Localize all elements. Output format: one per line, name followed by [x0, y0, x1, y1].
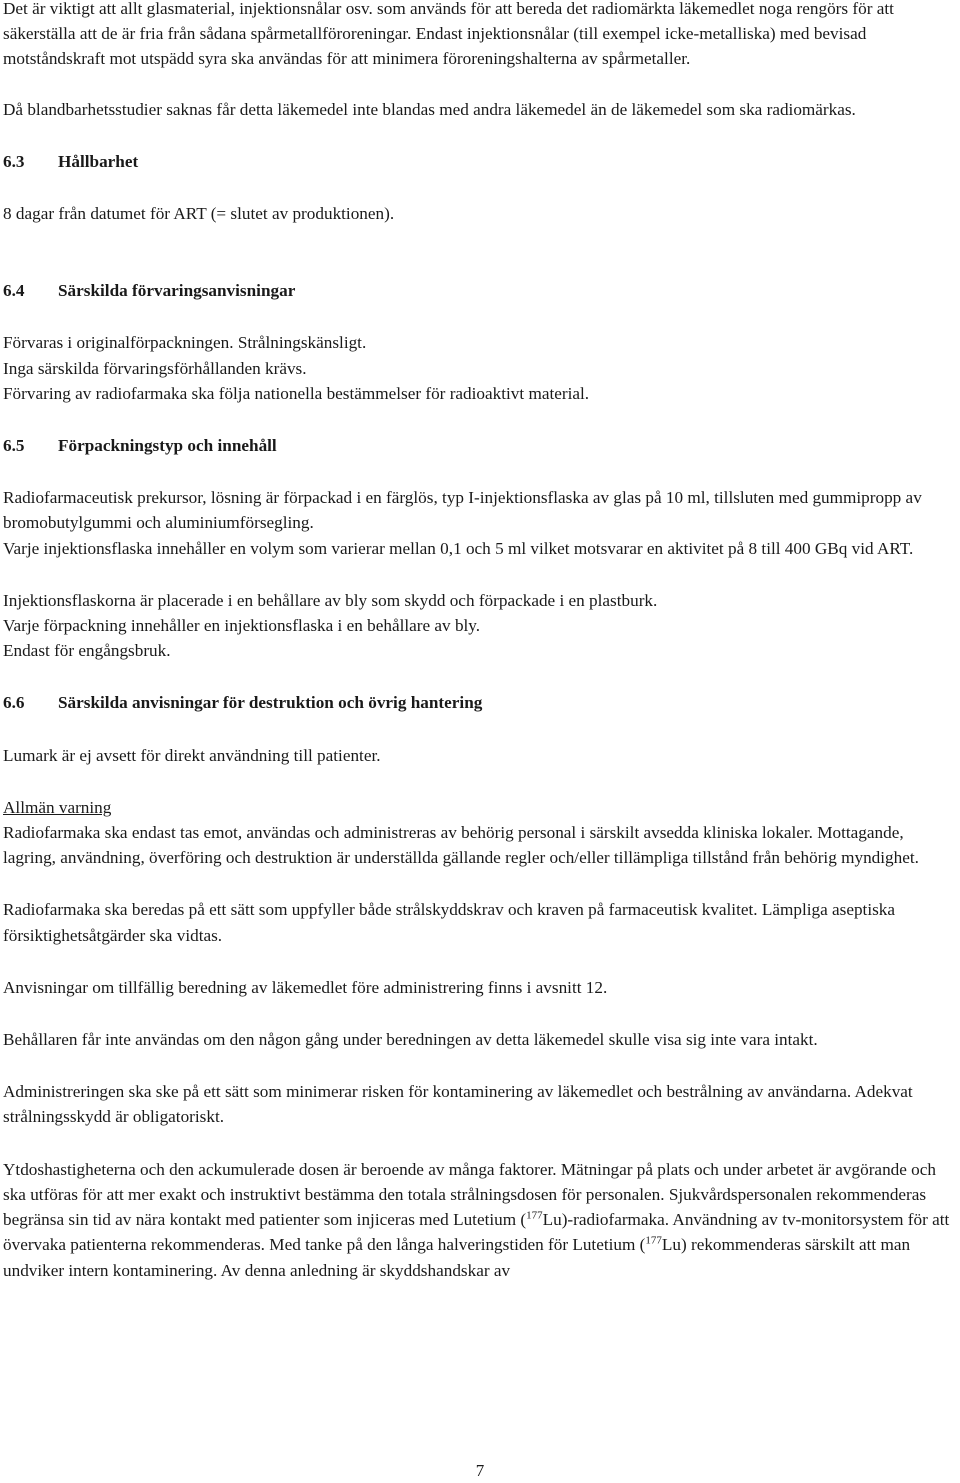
section-heading-6-6: [3, 690, 957, 715]
section-number: 6.6: [3, 693, 25, 713]
section-heading-6-3: [3, 149, 957, 174]
dose-text-part-3: Lu) rekommenderas särskilt att man undviker intern kontaminering. Av denna anledning är skyddshandskar av: [3, 1235, 911, 1280]
dose-text-part-2: Lu)-radiofarmaka. Användning av tv-monitorsystem för att övervaka patienterna rekommenderas. Med tanke på den långa halveringstiden för Lutetium (: [3, 1210, 950, 1255]
paragraph-dose-rates: [3, 1157, 957, 1283]
dose-text-part-1: Ytdoshastigheterna och den ackumulerade dosen är beroende av många faktorer. Mätningar på plats och under arbetet är avgörande och ska utföras för att mer exakt och instruktivt bestämma den totala strålningsdosen för personalen. Sjukvårdspersonalen rekommenderas begränsa sin tid av nära kontakt med patienter som injiceras med Lutetium (: [3, 1159, 936, 1230]
section-title: Särskilda förvaringsanvisningar: [58, 281, 296, 301]
paragraph-vial-volume: Varje injektionsflaska innehåller en volym som varierar mellan 0,1 och 5 ml vilket motsvarar en aktivitet på 8 till 400 GBq vid ART.: [3, 538, 914, 558]
isotope-superscript: 177: [526, 1209, 543, 1222]
paragraph-shelf-life: 8 dagar från datumet för ART (= slutet av produktionen).: [3, 204, 395, 224]
section-title: Förpackningstyp och innehåll: [58, 436, 277, 456]
paragraph-pack-content: Varje förpackning innehåller en injektionsflaska i en behållare av bly.: [3, 616, 481, 636]
paragraph-glassware-cleaning: Det är viktigt att allt glasmaterial, injektionsnålar osv. som används för att bereda det radiomärkta läkemedlet noga rengörs för att säkerställa att de är fria från sådana spårmetallföroreningar. Endast injektionsnålar (till exempel icke-metalliska) med bevisad motståndskraft mot utspädd syra ska användas för att minimera föroreningshalterna av spårmetaller.: [3, 0, 894, 69]
paragraph-container-integrity: Behållaren får inte användas om den någon gång under beredningen av detta läkemedel skulle visa sig inte vara intakt.: [3, 1030, 818, 1050]
paragraph-single-use: Endast för engångsbruk.: [3, 641, 171, 661]
paragraph-compatibility: Då blandbarhetsstudier saknas får detta läkemedel inte blandas med andra läkemedel än de läkemedel som ska radiomärkas.: [3, 99, 856, 119]
isotope-superscript: 177: [645, 1234, 662, 1247]
section-number: 6.4: [3, 281, 25, 301]
page-number: 7: [475, 1461, 485, 1480]
subheading-general-warning: Allmän varning: [3, 797, 112, 817]
paragraph-preparation-quality: Radiofarmaka ska beredas på ett sätt som uppfyller både strålskyddskrav och kraven på farmaceutisk kvalitet. Lämpliga aseptiska försiktighetsåtgärder ska vidtas.: [3, 900, 896, 945]
storage-line-2: Inga särskilda förvaringsförhållanden krävs.: [3, 358, 307, 378]
section-number: 6.5: [3, 436, 25, 456]
paragraph-not-for-direct-use: Lumark är ej avsett för direkt användning till patienter.: [3, 745, 381, 765]
section-title: Hållbarhet: [58, 151, 139, 171]
section-heading-6-4: [3, 278, 957, 303]
storage-line-1: Förvaras i originalförpackningen. Strålningskänsligt.: [3, 333, 367, 353]
paragraph-authorised-personnel: Radiofarmaka ska endast tas emot, användas och administreras av behörig personal i särskilt avsedda kliniska lokaler. Mottagande, lagring, användning, överföring och destruktion är underställda gällande regler och/eller tillämpliga tillstånd från behörig myndighet.: [3, 823, 919, 868]
paragraph-administration-safety: Administreringen ska ske på ett sätt som minimerar risken för kontaminering av läkemedlet och bestrålning av användarna. Adekvat strålningsskydd är obligatoriskt.: [3, 1082, 913, 1127]
paragraph-packaging: Radiofarmaceutisk prekursor, lösning är förpackad i en färglös, typ I-injektionsflaska av glas på 10 ml, tillsluten med gummipropp av bromobutylgummi och aluminiumförsegling.: [3, 488, 922, 533]
section-number: 6.3: [3, 151, 25, 171]
storage-line-3: Förvaring av radiofarmaka ska följa nationella bestämmelser för radioaktivt material.: [3, 383, 590, 403]
paragraph-lead-container: Injektionsflaskorna är placerade i en behållare av bly som skydd och förpackade i en plastburk.: [3, 590, 658, 610]
section-heading-6-5: [3, 433, 957, 458]
document-page: [3, 0, 957, 1283]
paragraph-extemporaneous-preparation: Anvisningar om tillfällig beredning av läkemedlet före administrering finns i avsnitt 12.: [3, 977, 608, 997]
section-title: Särskilda anvisningar för destruktion och övrig hantering: [58, 693, 483, 713]
